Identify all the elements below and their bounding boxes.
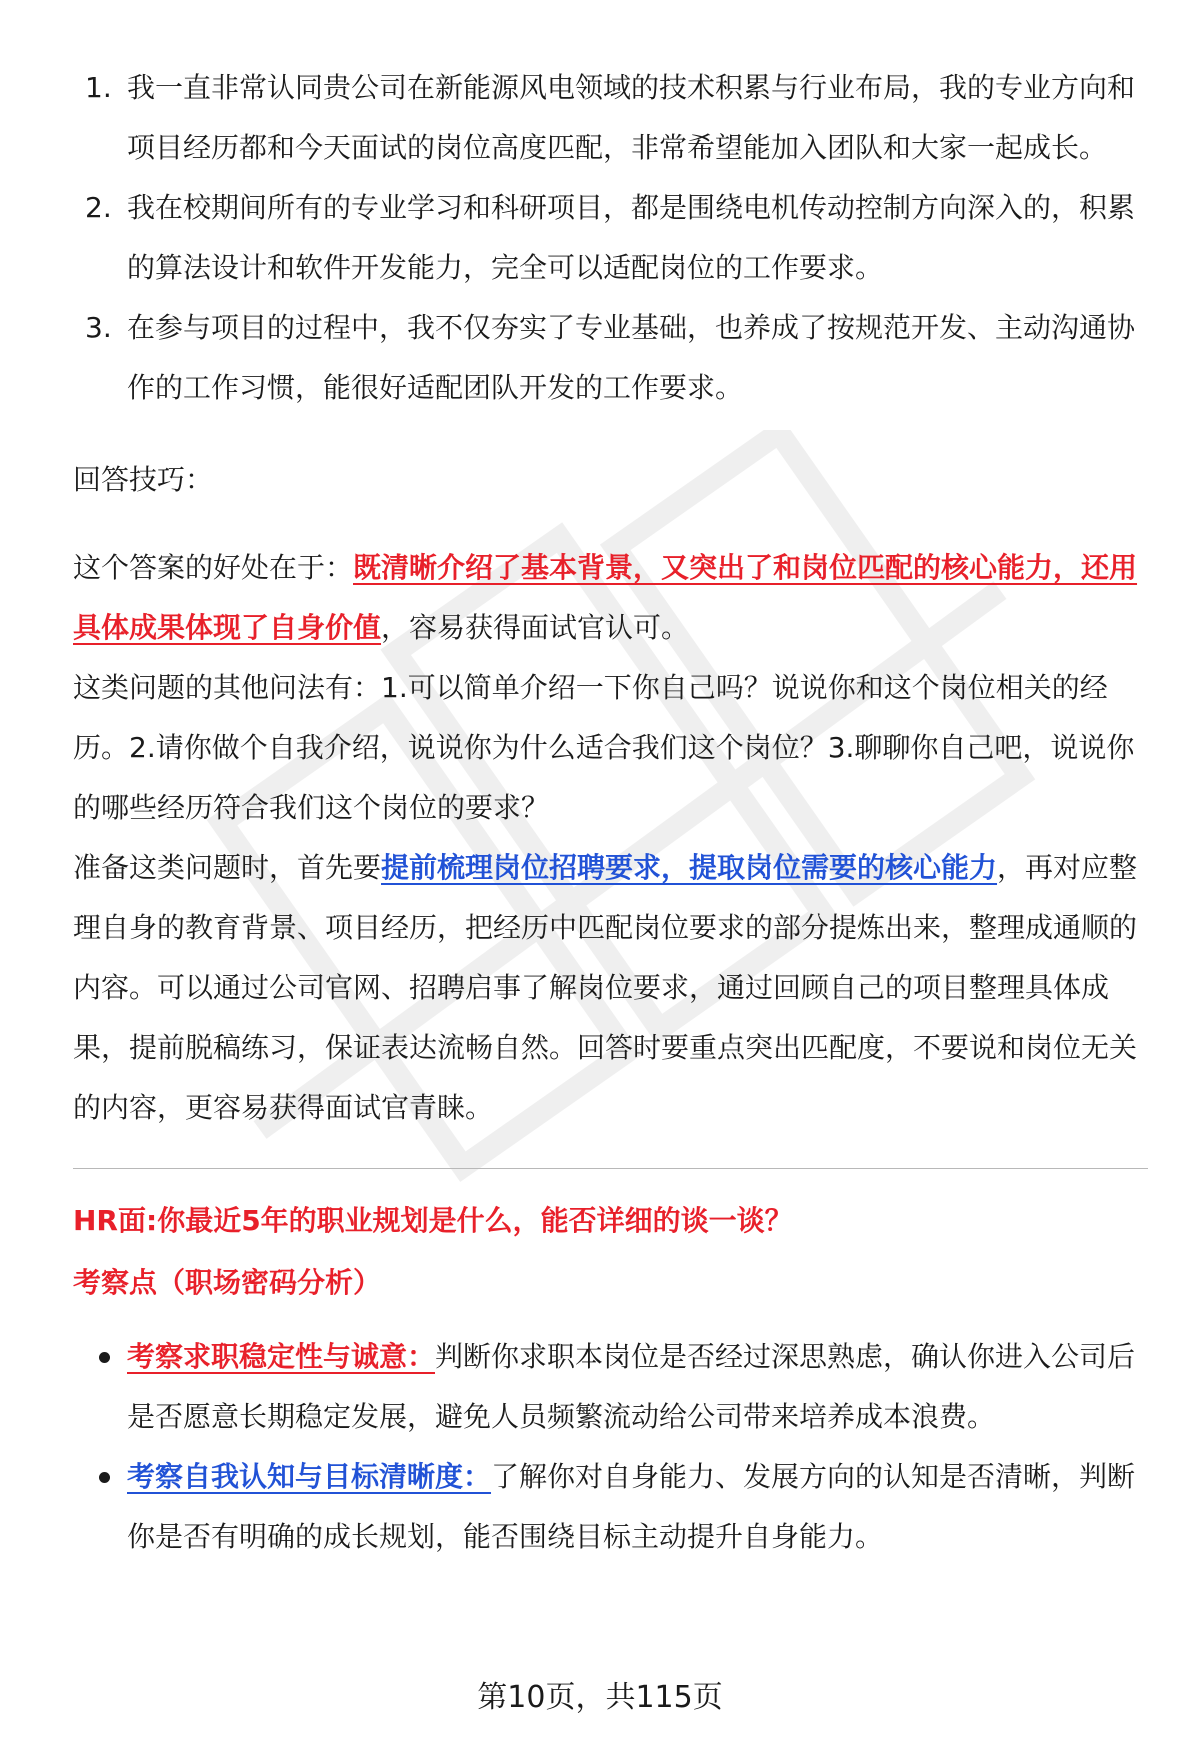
prep-emphasis: 提前梳理岗位招聘要求，提取岗位需要的核心能力 [381, 851, 998, 884]
question-title: HR面:你最近5年的职业规划是什么，能否详细的谈一谈？ [73, 1204, 793, 1237]
prep-prefix: 准备这类问题时，首先要 [73, 851, 382, 884]
answer-item [73, 178, 1148, 298]
benefit-suffix: ，容易获得面试官认可。 [381, 611, 690, 644]
bullet-icon [99, 1472, 110, 1483]
assessment-point [73, 1327, 1148, 1447]
sample-answer-list [73, 58, 1148, 418]
tips-benefit-paragraph [73, 538, 1148, 658]
answer-number: 2. [85, 191, 112, 224]
assessment-point-list [73, 1327, 1148, 1567]
point-text: 判断你求职本岗位是否经过深思熟虑，确认你进入公司后是否愿意长期稳定发展，避免人员频繁流动给公司带来培养成本浪费。 [127, 1340, 1136, 1433]
point-text: 了解你对自身能力、发展方向的认知是否清晰，判断你是否有明确的成长规划，能否围绕目标主动提升自身能力。 [127, 1460, 1136, 1553]
document-content [73, 58, 1148, 1567]
benefit-prefix: 这个答案的好处在于： [73, 551, 354, 584]
page-number-footer: 第10页，共115页 [477, 1680, 723, 1715]
answer-item [73, 298, 1148, 418]
bullet-icon [99, 1352, 110, 1363]
answer-item [73, 58, 1148, 178]
assessment-subtitle: 考察点（职场密码分析） [73, 1266, 382, 1299]
answer-text: 我在校期间所有的专业学习和科研项目，都是围绕电机传动控制方向深入的，积累的算法设计和软件开发能力，完全可以适配岗位的工作要求。 [127, 191, 1136, 284]
section-divider [73, 1168, 1148, 1169]
point-label: 考察求职稳定性与诚意： [127, 1340, 436, 1373]
benefit-emphasis: 既清晰介绍了基本背景，又突出了和岗位匹配的核心能力，还用具体成果体现了自身价值 [73, 551, 1138, 644]
answer-text: 我一直非常认同贵公司在新能源风电领域的技术积累与行业布局，我的专业方向和项目经历都和今天面试的岗位高度匹配，非常希望能加入团队和大家一起成长。 [127, 71, 1136, 164]
answer-number: 3. [85, 311, 112, 344]
answer-number: 1. [85, 71, 112, 104]
preparation-paragraph [73, 838, 1148, 1138]
point-label: 考察自我认知与目标清晰度： [127, 1460, 492, 1493]
prep-suffix: ，再对应整理自身的教育背景、项目经历，把经历中匹配岗位要求的部分提炼出来，整理成通顺的内容。可以通过公司官网、招聘启事了解岗位要求，通过回顾自己的项目整理具体成果，提前脱稿练习，保证表达流畅自然。回答时要重点突出匹配度，不要说和岗位无关的内容，更容易获得面试官青睐。 [73, 851, 1138, 1124]
tips-heading: 回答技巧： [73, 463, 214, 496]
answer-text: 在参与项目的过程中，我不仅夯实了专业基础，也养成了按规范开发、主动沟通协作的工作习惯，能很好适配团队开发的工作要求。 [127, 311, 1136, 404]
alternate-questions-paragraph: 这类问题的其他问法有：1.可以简单介绍一下你自己吗？说说你和这个岗位相关的经历。2.请你做个自我介绍，说说你为什么适合我们这个岗位？3.聊聊你自己吧，说说你的哪些经历符合我们这个岗位的要求？ [73, 671, 1135, 824]
assessment-point [73, 1447, 1148, 1567]
